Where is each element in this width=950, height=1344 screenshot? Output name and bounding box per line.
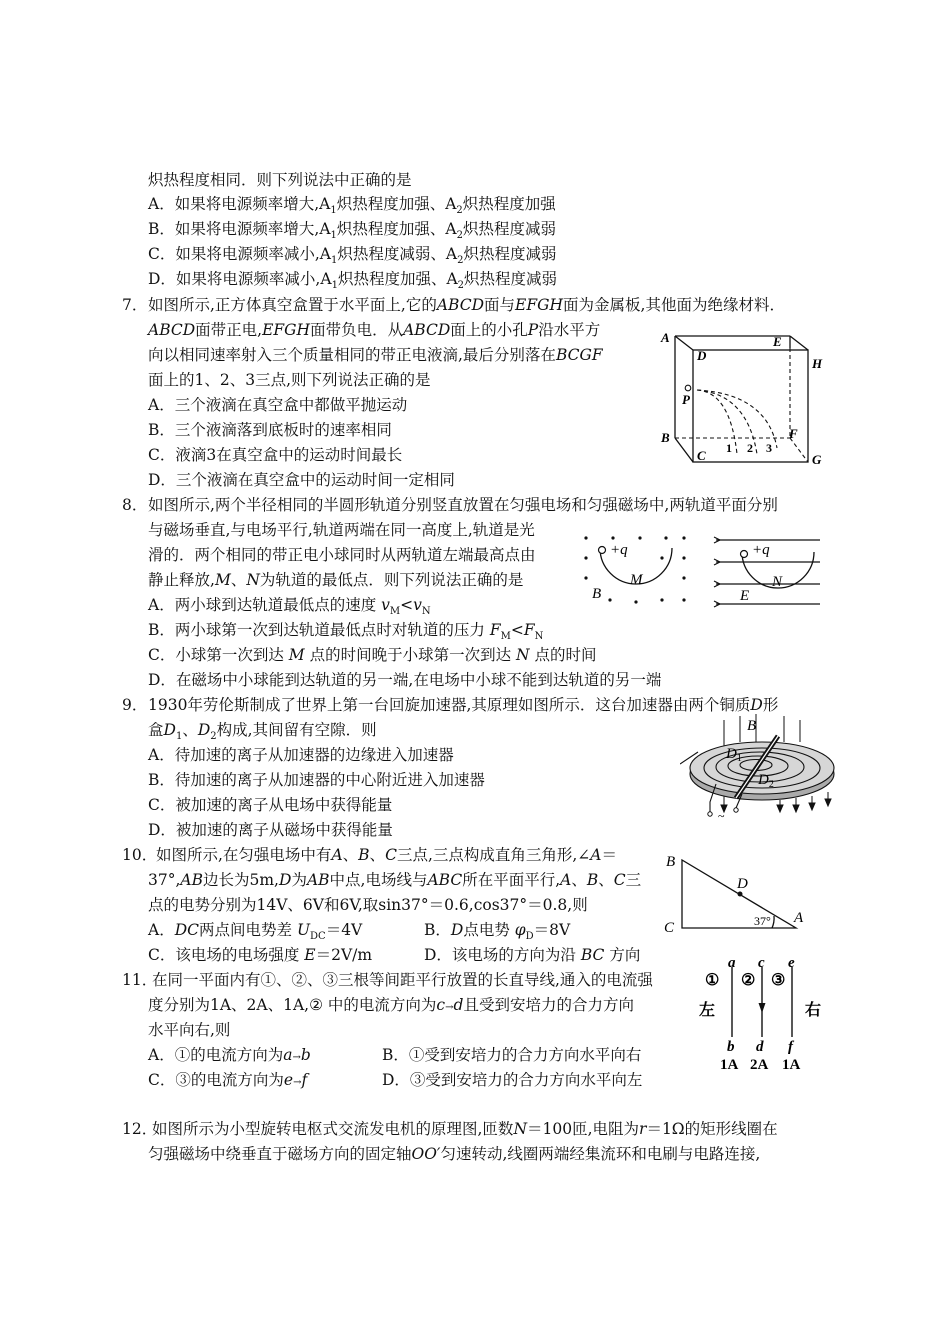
q7-option-c: C．液滴3在真空盒中的运动时间最长: [148, 446, 403, 464]
q6-option-c: C．如果将电源频率减小$,A_1$炽热程度减弱、$A_2$炽热程度减弱: [148, 245, 557, 267]
q12-stem-line2: 匀强磁场中绕垂直于磁场方向的固定轴OO′匀速转动,线圈两端经集流环和电刷与电路连接,: [148, 1145, 761, 1163]
q9-stem-line1: 1930年劳伦斯制成了世界上第一台回旋加速器,其原理如图所示．这台加速器由两个铜质D形: [148, 696, 779, 714]
q11-number: 11．: [122, 971, 158, 989]
q7-label-b: B: [661, 430, 670, 445]
q11-wires-diagram: [695, 955, 835, 1077]
q11-option-b: B．①受到安培力的合力方向水平向右: [382, 1046, 642, 1064]
q7-stem-line3: 向以相同速率射入三个质量相同的带正电液滴,最后分别落在BCGF: [148, 346, 603, 364]
q9-ac-source-icon: ~: [718, 809, 725, 823]
q8-number: 8．: [122, 496, 148, 514]
q7-stem-line4: 面上的1、2、3三点,则下列说法正确的是: [148, 371, 431, 389]
q7-label-f: F: [789, 426, 798, 441]
q11-wire-1-label: ①: [705, 972, 720, 989]
q9-option-b: B．待加速的离子从加速器的中心附近进入加速器: [148, 771, 485, 789]
q11-label-d: d: [756, 1039, 764, 1055]
q7-label-h: H: [812, 356, 823, 371]
q7-option-d: D．三个液滴在真空盒中的运动时间一定相同: [148, 471, 455, 489]
q6-option-a: A．如果将电源频率增大$,A_1$炽热程度加强、$A_2$炽热程度加强: [148, 195, 556, 217]
q9-option-a: A．待加速的离子从加速器的边缘进入加速器: [148, 746, 454, 764]
q8-option-a: A．两小球到达轨道最低点的速度 $v_M<v_N$: [148, 596, 431, 618]
q11-current-2: 2A: [750, 1057, 769, 1073]
q11-arrow-icon-c: →: [293, 1077, 302, 1088]
q8-label-e: E: [740, 588, 750, 604]
q10-label-a: A: [794, 910, 804, 926]
q8-option-b: B．两小球第一次到达轨道最低点时对轨道的压力 $F_M<F_N$: [148, 621, 544, 643]
q8-stem-line4: 静止释放,M、N为轨道的最低点．则下列说法正确的是: [148, 571, 524, 589]
q8-charge-label-right: +q: [752, 542, 770, 558]
q8-label-m: M: [630, 572, 643, 588]
q10-label-d: D: [737, 876, 748, 892]
q7-option-a: A．三个液滴在真空盒中都做平抛运动: [148, 396, 408, 414]
q7-point-1: 1: [726, 441, 732, 455]
q11-label-left: 左: [699, 1002, 716, 1019]
q7-cube-diagram: [655, 328, 830, 470]
q11-label-f: f: [788, 1039, 793, 1055]
q9-number: 9．: [122, 696, 148, 714]
q7-option-b: B．三个液滴落到底板时的速率相同: [148, 421, 392, 439]
q7-label-e: E: [773, 334, 782, 349]
q11-arrow-icon: →: [445, 1002, 454, 1013]
q9-label-b: B: [747, 718, 757, 734]
q11-option-d: D．③受到安培力的合力方向水平向左: [382, 1071, 643, 1089]
q8-option-d: D．在磁场中小球能到达轨道的另一端,在电场中小球不能到达轨道的另一端: [148, 671, 662, 689]
q11-label-c: c: [758, 955, 765, 971]
q7-label-c: C: [697, 448, 706, 463]
q10-stem-line1: 如图所示,在匀强电场中有A、B、C三点,三点构成直角三角形,∠A＝: [156, 846, 617, 864]
q9-option-c: C．被加速的离子从电场中获得能量: [148, 796, 393, 814]
q10-option-a: A．DC两点间电势差 $U_{DC}=4V$: [148, 921, 363, 943]
q12-number: 12．: [122, 1120, 158, 1138]
q10-stem-line3: 点的电势分别为14V、6V和6V,取sin37°＝0.6,cos37°＝0.8,则: [148, 896, 588, 914]
q9-stem-line2: 盒$D_1$、$D_2$构成,其间留有空隙．则: [148, 721, 377, 743]
q7-label-g: G: [812, 452, 822, 467]
q11-label-a: a: [728, 955, 736, 971]
q8-electric-field-diagram: [712, 534, 824, 610]
q10-option-d: D．该电场的方向为沿 BC 方向: [424, 946, 641, 964]
q11-option-c: C．③的电流方向为e→f: [148, 1071, 308, 1089]
q7-label-p: P: [682, 392, 690, 407]
q11-stem-line2: 度分别为1A、2A、1A,② 中的电流方向为c→d且受到安培力的合力方向: [148, 996, 634, 1014]
q10-stem-line2: 37°,AB边长为5m,D为AB中点,电场线与ABC所在平面平行,A、B、C三: [148, 871, 642, 889]
q7-point-3: 3: [766, 441, 772, 455]
q12-stem-line1: 如图所示为小型旋转电枢式交流发电机的原理图,匝数N＝100匝,电阻为r＝1Ω的矩形线圈在: [152, 1120, 778, 1138]
q6-option-d: D．如果将电源频率减小$,A_1$炽热程度加强、$A_2$炽热程度减弱: [148, 270, 558, 292]
q8-label-b: B: [592, 586, 602, 602]
q11-current-3: 1A: [782, 1057, 801, 1073]
q8-label-n: N: [772, 574, 783, 590]
q10-label-c: C: [664, 920, 675, 934]
q11-label-right: 右: [805, 1002, 822, 1019]
q11-current-1: 1A: [720, 1057, 739, 1073]
q11-stem-line3: 水平向右,则: [148, 1021, 231, 1039]
q8-stem-line1: 如图所示,两个半径相同的半圆形轨道分别竖直放置在匀强电场和匀强磁场中,两轨道平面分别: [148, 496, 778, 514]
q11-label-e: e: [788, 955, 795, 971]
q6-option-b: B．如果将电源频率增大$,A_1$炽热程度加强、$A_2$炽热程度减弱: [148, 220, 556, 242]
q11-option-a: A．①的电流方向为a→b: [148, 1046, 311, 1064]
q8-option-c: C．小球第一次到达 M 点的时间晚于小球第一次到达 N 点的时间: [148, 646, 597, 664]
q11-label-b: b: [727, 1039, 735, 1055]
q11-stem-line1: 在同一平面内有①、②、③三根等间距平行放置的长直导线,通入的电流强: [152, 971, 653, 989]
q10-option-b: B．D点电势 $\varphi_D=8V$: [424, 921, 571, 943]
q7-label-d: D: [697, 348, 707, 363]
q10-angle-label: 37°: [754, 914, 771, 928]
q8-charge-label-left: +q: [610, 542, 628, 558]
q7-point-2: 2: [747, 441, 753, 455]
q8-stem-line3: 滑的．两个相同的带正电小球同时从两轨道左端最高点由: [148, 546, 536, 564]
q10-option-c: C．该电场的电场强度 E＝2V/m: [148, 946, 373, 964]
q11-wire-2-label: ②: [741, 972, 756, 989]
q6-stem-continuation: 炽热程度相同．则下列说法中正确的是: [148, 171, 412, 189]
q8-stem-line2: 与磁场垂直,与电场平行,轨道两端在同一高度上,轨道是光: [148, 521, 535, 539]
q9-cyclotron-diagram: [680, 712, 845, 824]
q9-label-d2: $D_2$: [758, 772, 774, 790]
q11-arrow-icon-a: →: [292, 1052, 301, 1063]
q7-stem-line1: 如图所示,正方体真空盒置于水平面上,它的ABCD面与EFGH面为金属板,其他面为绝缘材料．: [148, 296, 785, 314]
q7-label-a: A: [661, 330, 670, 345]
q9-label-d1: $D_1$: [726, 746, 742, 764]
q11-wire-3-label: ③: [771, 972, 786, 989]
q10-triangle-diagram: [660, 850, 810, 934]
q8-magnetic-field-diagram: [578, 532, 688, 610]
q10-number: 10．: [122, 846, 158, 864]
q10-label-b: B: [666, 854, 676, 870]
q7-number: 7．: [122, 296, 148, 314]
q7-stem-line2: ABCD面带正电,EFGH面带负电．从ABCD面上的小孔P沿水平方: [148, 321, 601, 339]
q9-option-d: D．被加速的离子从磁场中获得能量: [148, 821, 393, 839]
